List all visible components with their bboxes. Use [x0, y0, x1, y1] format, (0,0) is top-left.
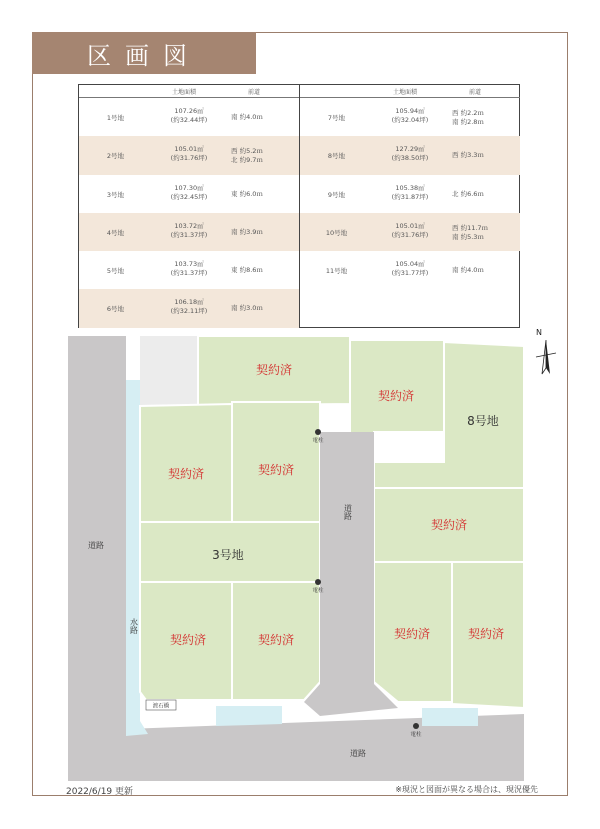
area-tsubo: (約31.37坪): [170, 230, 208, 239]
lot-area: [370, 260, 450, 278]
area-sqm: 107.30㎡: [174, 183, 204, 192]
area-sqm: 105.94㎡: [395, 107, 425, 115]
lot-name: 9号地: [327, 190, 346, 199]
water-piece: [216, 706, 282, 726]
lot-road: [452, 224, 516, 242]
contracted-label: 契約済: [257, 463, 295, 477]
lot-area: [149, 145, 229, 163]
lot-area: [370, 222, 450, 240]
utility-pole: [315, 429, 321, 435]
utility-pole: [413, 723, 419, 729]
table-row: [79, 175, 299, 213]
table-row: [79, 251, 299, 289]
lot-road: [452, 266, 516, 275]
road-frontage: 南 約4.0ｍ: [452, 266, 484, 275]
area-tsubo: (約32.04坪): [391, 116, 429, 124]
waterway-label: 水路: [129, 618, 139, 634]
area-tsubo: (約32.11坪): [170, 307, 208, 316]
table-row: [300, 136, 520, 174]
lot-road: [231, 228, 295, 237]
contracted-label: 契約済: [430, 518, 468, 532]
lot-area: [149, 222, 229, 240]
lot-name: 7号地: [327, 114, 346, 122]
header-road: 前道: [468, 89, 481, 96]
parcel-table: [78, 84, 520, 328]
lot-road: [231, 190, 295, 199]
area-tsubo: (約32.45坪): [170, 192, 208, 201]
site-plan-svg: [68, 336, 524, 781]
area-tsubo: (約32.44坪): [170, 116, 208, 124]
area-tsubo: (約31.77坪): [391, 269, 429, 278]
area-sqm: 105.04㎡: [395, 260, 425, 269]
road-frontage: 南 約5.3ｍ: [452, 232, 484, 241]
lot-name: 3号地: [106, 190, 125, 199]
lot-area: [370, 107, 450, 125]
road-frontage: 西 約11.7ｍ: [452, 223, 489, 232]
lot-area: [370, 184, 450, 202]
road-frontage: 東 約6.0ｍ: [231, 189, 263, 198]
lot-road: [231, 147, 295, 165]
lot-2: [140, 404, 232, 522]
north-letter: N: [536, 328, 542, 337]
lot-name: 1号地: [106, 114, 125, 122]
lot-name: 5号地: [106, 267, 125, 276]
lot-area: [149, 184, 229, 202]
lot-name: 10号地: [325, 228, 348, 237]
contracted-label: 契約済: [257, 633, 295, 647]
lot-area: [370, 145, 450, 163]
pole-label: 電柱: [312, 438, 324, 444]
table-row: [79, 289, 299, 327]
header-area: 土地面積: [392, 89, 417, 96]
road-frontage: 南 約3.0ｍ: [231, 304, 263, 313]
lot-name: 4号地: [106, 228, 125, 237]
road-frontage: 西 約3.3ｍ: [452, 151, 484, 160]
contracted-label: 契約済: [377, 389, 415, 403]
compass-needle: [546, 340, 550, 374]
road-label-bottom: 道路: [350, 749, 366, 758]
area-sqm: 103.73㎡: [174, 260, 204, 269]
lot-road: [452, 109, 516, 127]
contracted-label: 契約済: [255, 363, 293, 377]
contracted-label: 契約済: [467, 627, 505, 641]
road-label-inner: 道路: [343, 504, 353, 520]
lot-road: [231, 266, 295, 275]
area-tsubo: (約31.76坪): [391, 230, 429, 239]
area-sqm: 105.38㎡: [395, 183, 425, 192]
header-area: 土地面積: [171, 89, 196, 96]
area-tsubo: (約31.76坪): [170, 154, 208, 163]
page-title: 区画図: [32, 32, 256, 74]
table-row: [300, 98, 520, 136]
contracted-label: 契約済: [167, 467, 205, 481]
table-row: [79, 136, 299, 174]
area-tsubo: (約38.50坪): [391, 154, 429, 163]
lot-name: 2号地: [106, 152, 125, 161]
road-left: [68, 336, 126, 781]
area-sqm: 107.26㎡: [174, 107, 204, 115]
utility-pole: [315, 579, 321, 585]
parcel-table-right: [300, 85, 520, 327]
pole-label: 電柱: [410, 732, 422, 738]
water-piece: [422, 708, 478, 726]
area-sqm: 127.29㎡: [395, 145, 425, 154]
header-road: 前道: [247, 89, 260, 96]
pole-label: 電柱: [312, 588, 324, 594]
road-frontage: 西 約5.2ｍ: [231, 147, 263, 156]
area-sqm: 103.72㎡: [174, 221, 204, 230]
lot-name: 6号地: [106, 305, 125, 314]
lot-area: [149, 298, 229, 316]
lot-road: [231, 113, 295, 122]
lot-road: [231, 304, 295, 313]
lot-area: [149, 260, 229, 278]
table-header: [300, 85, 520, 98]
area-tsubo: (約31.37坪): [170, 269, 208, 278]
road-frontage: 南 約4.0ｍ: [231, 113, 263, 121]
reserved-area: [140, 336, 198, 406]
area-sqm: 105.01㎡: [395, 221, 425, 230]
lot-road: [452, 190, 516, 199]
parcel-table-left: [79, 85, 300, 327]
site-plan-map: [68, 336, 524, 781]
lot-road: [452, 151, 516, 160]
table-row: [300, 175, 520, 213]
road-frontage: 北 約9.7ｍ: [231, 156, 263, 165]
table-row: [79, 213, 299, 251]
table-row: [300, 251, 520, 289]
area-tsubo: (約31.87坪): [391, 192, 429, 201]
road-frontage: 西 約2.2ｍ: [452, 109, 484, 117]
table-row: [79, 98, 299, 136]
bridge-label: 渡石橋: [152, 703, 170, 710]
compass-icon: [532, 326, 560, 380]
lot-3b: [232, 402, 320, 522]
lot-area: [149, 107, 229, 125]
updated-date: 2022/6/19 更新: [66, 787, 134, 797]
table-row: [300, 213, 520, 251]
area-sqm: 106.18㎡: [174, 298, 204, 307]
lot-name: 8号地: [327, 152, 346, 161]
lot-name: 11号地: [325, 267, 348, 276]
contracted-label: 契約済: [393, 627, 431, 641]
road-frontage: 北 約6.6ｍ: [452, 189, 484, 198]
compass-needle-light: [542, 340, 546, 374]
road-frontage: 南 約2.8ｍ: [452, 118, 484, 126]
table-header: [79, 85, 299, 98]
contracted-label: 契約済: [169, 633, 207, 647]
area-sqm: 105.01㎡: [174, 145, 204, 154]
road-label-left: 道路: [88, 541, 104, 550]
lot-label-3: 3号地: [212, 548, 244, 562]
road-frontage: 南 約3.9ｍ: [231, 227, 263, 236]
footer-note: ※現況と図面が異なる場合は、現況優先: [395, 785, 538, 794]
road-frontage: 東 約8.6ｍ: [231, 266, 263, 275]
lot-label-8: 8号地: [467, 414, 499, 428]
